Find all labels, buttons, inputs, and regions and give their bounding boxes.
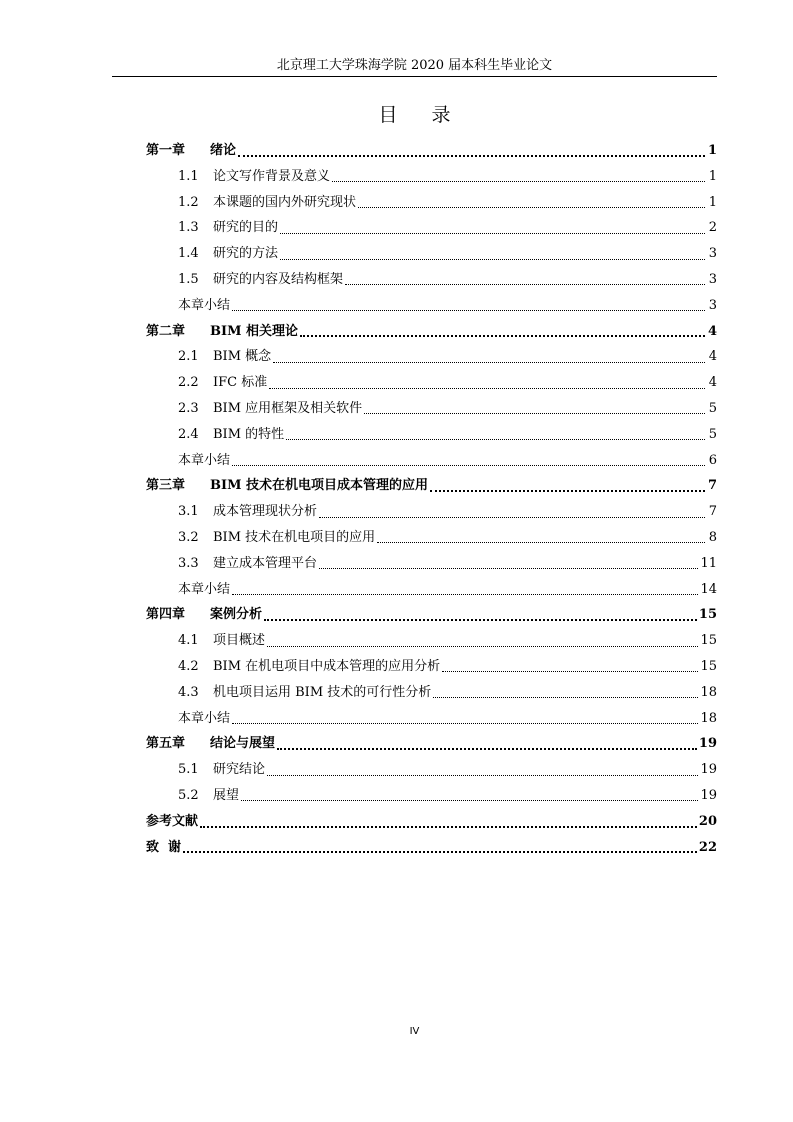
toc-entry-title: 绪论 <box>210 143 237 158</box>
toc-entry-page: 19 <box>700 787 717 803</box>
toc-entry-number: 第一章 <box>146 143 186 158</box>
toc-entry-number: 第五章 <box>146 736 186 752</box>
toc-section-entry[interactable] <box>146 294 717 320</box>
toc-entry-page: 19 <box>698 736 717 752</box>
toc-entry-title: 研究的内容及结构框架 <box>213 271 344 287</box>
toc-entry-number: 3.2 <box>178 529 199 545</box>
dot-leader <box>280 233 705 234</box>
dot-leader <box>430 490 705 492</box>
toc-entry-page: 2 <box>708 220 717 236</box>
toc-entry-title: 致 谢 <box>146 839 182 855</box>
toc-entry-page: 4 <box>708 375 717 391</box>
toc-section-entry[interactable] <box>146 423 717 449</box>
toc-section-entry[interactable] <box>146 784 717 810</box>
toc-entry-number: 4.3 <box>178 684 199 700</box>
toc-entry-page: 5 <box>708 426 717 442</box>
toc-entry-page: 20 <box>698 813 717 829</box>
toc-section-entry[interactable] <box>146 191 717 217</box>
dot-leader <box>238 155 705 157</box>
toc-entry-number: 2.2 <box>178 375 199 391</box>
toc-entry-title: BIM 技术在机电项目成本管理的应用 <box>210 478 428 494</box>
toc-entry-number: 2.1 <box>178 349 199 365</box>
toc-entry-page: 4 <box>707 323 717 339</box>
dot-leader <box>183 851 697 853</box>
toc-entry-number: 第四章 <box>146 607 186 623</box>
dot-leader <box>277 748 697 750</box>
dot-leader <box>358 207 705 208</box>
toc-entry-page: 3 <box>708 271 717 287</box>
toc-entry-title: BIM 应用框架及相关软件 <box>213 400 363 416</box>
toc-entry-title: 结论与展望 <box>210 736 276 752</box>
toc-entry-page: 15 <box>698 607 717 623</box>
toc-entry-title: 研究结论 <box>213 762 266 778</box>
dot-leader <box>377 542 705 543</box>
toc-entry-number: 1.4 <box>178 246 199 262</box>
toc-entry-page: 19 <box>700 762 717 778</box>
toc-entry-page: 8 <box>708 529 717 545</box>
toc-section-entry[interactable] <box>146 268 717 294</box>
toc-entry-title: 本章小结 <box>178 581 231 597</box>
toc-entry-number: 2.4 <box>178 426 199 442</box>
toc-entry-title: 本章小结 <box>178 452 231 468</box>
toc-entry-title: 案例分析 <box>210 607 263 623</box>
dot-leader <box>241 800 698 801</box>
toc-entry-page: 18 <box>700 684 717 700</box>
toc-section-entry[interactable] <box>146 526 717 552</box>
dot-leader <box>232 594 698 595</box>
dot-leader <box>319 517 705 518</box>
dot-leader <box>345 284 705 285</box>
toc-entry-number: 3.3 <box>178 555 199 571</box>
toc-entry-page: 15 <box>700 633 717 649</box>
toc-entry-number: 3.1 <box>178 504 199 520</box>
toc-entry-page: 4 <box>708 349 717 365</box>
toc-entry-number: 1.5 <box>178 271 199 287</box>
toc-section-entry[interactable] <box>146 397 717 423</box>
toc-entry-page: 5 <box>708 400 717 416</box>
toc-entry-title: BIM 技术在机电项目的应用 <box>213 529 376 545</box>
toc-section-entry[interactable] <box>146 216 717 242</box>
toc-section-entry[interactable] <box>146 345 717 371</box>
toc-entry-number: 2.3 <box>178 400 199 416</box>
toc-entry-page: 6 <box>708 452 717 468</box>
toc-entry-number: 第二章 <box>146 323 186 339</box>
toc-entry-title: 本章小结 <box>178 710 231 726</box>
toc-entry-title: 展望 <box>213 787 240 803</box>
header-rule <box>112 76 717 77</box>
toc-entry-page: 1 <box>707 143 717 158</box>
toc-chapter-entry[interactable] <box>146 320 717 346</box>
toc-entry-title: BIM 概念 <box>213 349 272 365</box>
toc-chapter-entry[interactable] <box>146 139 717 165</box>
toc-entry-title: BIM 的特性 <box>213 426 285 442</box>
dot-leader <box>332 181 705 182</box>
dot-leader <box>280 259 705 260</box>
toc-entry-title: IFC 标准 <box>213 375 268 391</box>
toc-chapter-entry[interactable] <box>146 603 717 629</box>
toc-entry-page: 15 <box>700 658 717 674</box>
dot-leader <box>232 310 705 311</box>
toc-section-entry[interactable] <box>146 500 717 526</box>
table-of-contents <box>146 139 717 861</box>
toc-entry-title: 本章小结 <box>178 297 231 313</box>
dot-leader <box>300 335 705 337</box>
toc-entry-page: 22 <box>698 839 717 855</box>
toc-section-entry[interactable] <box>146 371 717 397</box>
dot-leader <box>364 413 705 414</box>
toc-entry-title: 项目概述 <box>213 633 266 649</box>
toc-section-entry[interactable] <box>146 707 717 733</box>
toc-chapter-entry[interactable] <box>146 836 717 862</box>
toc-entry-page: 14 <box>700 581 717 597</box>
toc-chapter-entry[interactable] <box>146 474 717 500</box>
toc-section-entry[interactable] <box>146 655 717 681</box>
dot-leader <box>286 439 705 440</box>
toc-entry-title: 研究的目的 <box>213 220 279 236</box>
dot-leader <box>200 826 697 828</box>
page-header: 北京理工大学珠海学院 2020 届本科生毕业论文 <box>276 58 553 73</box>
toc-entry-title: 研究的方法 <box>213 246 279 262</box>
dot-leader <box>264 619 697 621</box>
toc-entry-page: 7 <box>708 504 717 520</box>
toc-entry-title: 成本管理现状分析 <box>213 504 318 520</box>
toc-section-entry[interactable] <box>146 552 717 578</box>
toc-entry-title: 参考文献 <box>146 813 199 829</box>
toc-entry-page: 18 <box>700 710 717 726</box>
dot-leader <box>273 362 705 363</box>
toc-entry-title: BIM 在机电项目中成本管理的应用分析 <box>213 658 441 674</box>
dot-leader <box>442 671 698 672</box>
toc-entry-number: 5.2 <box>178 787 199 803</box>
toc-title: 目 录 <box>378 104 465 126</box>
toc-entry-number: 1.1 <box>178 168 199 184</box>
dot-leader <box>319 568 698 569</box>
toc-entry-title: 论文写作背景及意义 <box>213 168 331 184</box>
toc-entry-number: 5.1 <box>178 762 199 778</box>
toc-section-entry[interactable] <box>146 165 717 191</box>
dot-leader <box>433 697 698 698</box>
toc-entry-page: 3 <box>708 297 717 313</box>
dot-leader <box>269 388 705 389</box>
dot-leader <box>232 723 698 724</box>
toc-entry-title: BIM 相关理论 <box>210 323 298 339</box>
toc-chapter-entry[interactable] <box>146 732 717 758</box>
toc-entry-title: 建立成本管理平台 <box>213 555 318 571</box>
page-number: IV <box>409 1026 420 1037</box>
toc-entry-title: 本课题的国内外研究现状 <box>213 194 357 210</box>
toc-entry-page: 7 <box>707 478 717 494</box>
toc-entry-number: 4.1 <box>178 633 199 649</box>
dot-leader <box>267 646 698 647</box>
toc-section-entry[interactable] <box>146 758 717 784</box>
toc-entry-title: 机电项目运用 BIM 技术的可行性分析 <box>213 684 432 700</box>
toc-entry-number: 1.2 <box>178 194 199 210</box>
toc-entry-page: 11 <box>700 555 717 571</box>
toc-chapter-entry[interactable] <box>146 810 717 836</box>
toc-entry-number: 第三章 <box>146 478 186 494</box>
toc-section-entry[interactable] <box>146 242 717 268</box>
toc-entry-number: 4.2 <box>178 658 199 674</box>
toc-entry-page: 1 <box>708 168 717 184</box>
dot-leader <box>267 775 698 776</box>
toc-section-entry[interactable] <box>146 578 717 604</box>
dot-leader <box>232 465 705 466</box>
toc-section-entry[interactable] <box>146 629 717 655</box>
toc-section-entry[interactable] <box>146 449 717 475</box>
toc-entry-number: 1.3 <box>178 220 199 236</box>
toc-entry-page: 1 <box>708 194 717 210</box>
toc-section-entry[interactable] <box>146 681 717 707</box>
toc-entry-page: 3 <box>708 246 717 262</box>
